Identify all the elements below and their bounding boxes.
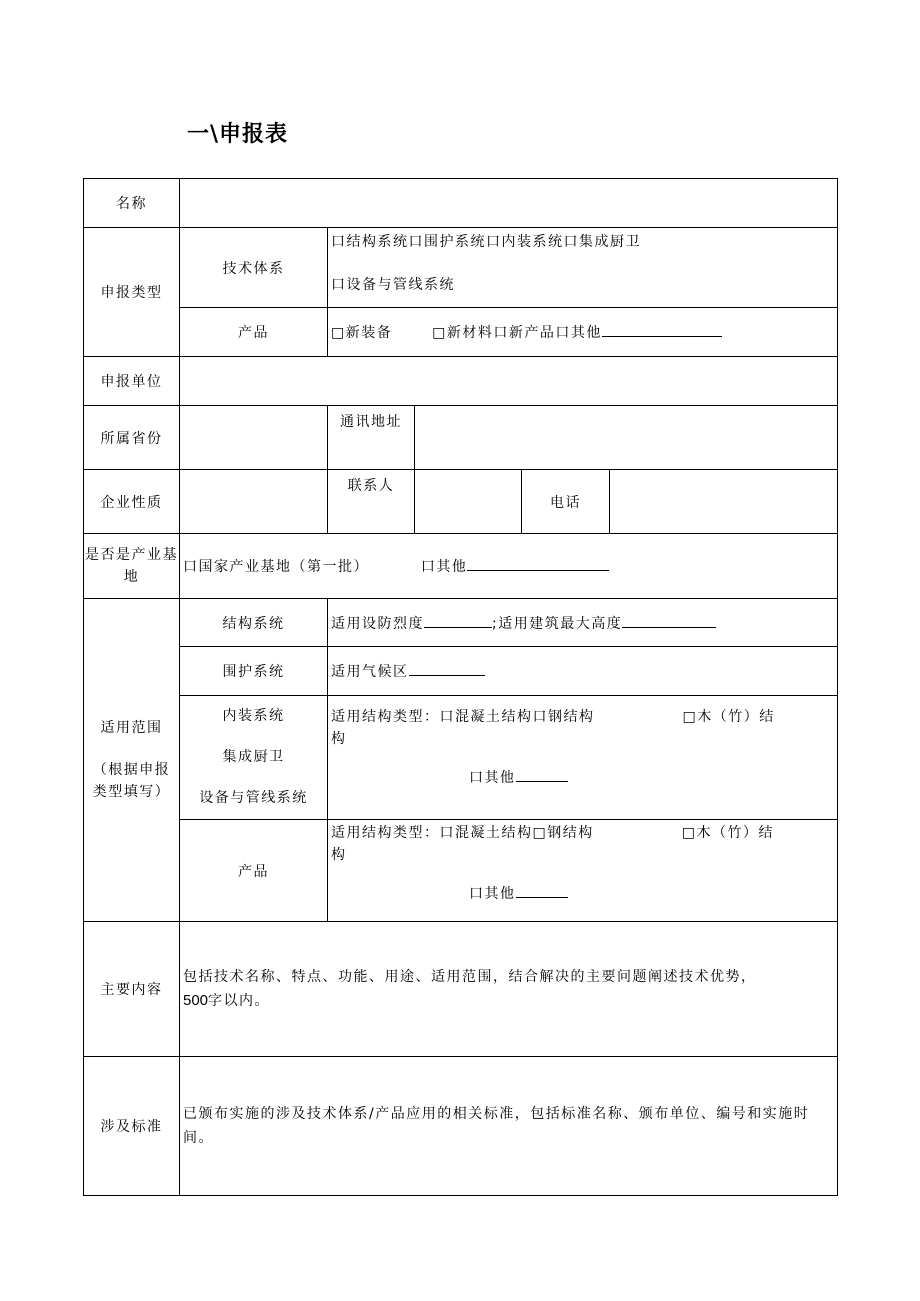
page-title: 一\申报表: [187, 122, 289, 147]
base-label: 是否是产业基地: [84, 534, 180, 599]
product-label: 产品: [180, 308, 328, 357]
product-scope[interactable]: [328, 820, 838, 922]
base-option-other[interactable]: 口其他: [420, 559, 468, 575]
tech-system-options[interactable]: [328, 228, 838, 308]
interior-other-option[interactable]: 口其他: [469, 770, 516, 786]
interior-wrap-text: 构: [331, 731, 347, 747]
content-label: 主要内容: [84, 922, 180, 1057]
envelope-system-scope[interactable]: [328, 647, 838, 696]
interior-wood-option[interactable]: □木（竹）结: [682, 709, 775, 725]
scope-label-cell: [84, 599, 180, 922]
climate-zone-blank[interactable]: [409, 661, 485, 676]
applicant-field[interactable]: [180, 357, 838, 406]
product-other-blank[interactable]: [516, 883, 568, 898]
interior-structure-options[interactable]: 适用结构类型：口混凝土结构口钢结构: [331, 709, 595, 725]
applicant-label: 申报单位: [84, 357, 180, 406]
nature-label: 企业性质: [84, 470, 180, 534]
interior-system-scope[interactable]: [328, 696, 838, 820]
contact-field[interactable]: [415, 470, 522, 534]
content-field[interactable]: [180, 922, 838, 1057]
max-height-label: ;适用建筑最大高度: [492, 615, 623, 632]
base-other-blank[interactable]: [467, 556, 609, 571]
content-instruction-end: 字以内。: [208, 993, 271, 1009]
interior-other-blank[interactable]: [516, 767, 568, 782]
kitchen-bath-label: 集成厨卫: [222, 749, 285, 765]
max-height-blank[interactable]: [622, 613, 716, 628]
seismic-label: 适用设防烈度: [331, 615, 424, 632]
product-other-blank[interactable]: [602, 322, 722, 337]
standard-label: 涉及标准: [84, 1057, 180, 1196]
address-label: 通讯地址: [328, 406, 415, 470]
interior-system-labels: [180, 696, 328, 820]
phone-field[interactable]: [610, 470, 838, 534]
province-label: 所属省份: [84, 406, 180, 470]
product-wrap-text: 构: [331, 847, 347, 863]
name-field[interactable]: [180, 179, 838, 228]
envelope-system-label: 围护系统: [180, 647, 328, 696]
product-option-others[interactable]: □新材料口新产品口其他: [432, 325, 602, 341]
equipment-pipeline-label: 设备与管线系统: [199, 790, 308, 806]
product-other-option[interactable]: 口其他: [469, 886, 516, 902]
product-structure-options[interactable]: 适用结构类型：口混凝土结构□钢结构: [331, 825, 594, 841]
standard-field[interactable]: [180, 1057, 838, 1196]
product-options[interactable]: [328, 308, 838, 357]
product-option-new-equipment[interactable]: □新装备: [331, 325, 393, 341]
nature-field[interactable]: [180, 470, 328, 534]
product-scope-label: 产品: [180, 820, 328, 922]
tech-system-line1[interactable]: 口结构系统口围护系统口内装系统口集成厨卫: [331, 234, 641, 250]
tech-system-line2[interactable]: 口设备与管线系统: [331, 277, 455, 293]
product-wood-option[interactable]: □木（竹）结: [681, 825, 774, 841]
base-options[interactable]: [180, 534, 838, 599]
seismic-blank[interactable]: [424, 613, 492, 628]
type-label: 申报类型: [84, 228, 180, 357]
interior-system-label: 内装系统: [222, 708, 285, 724]
content-instruction: 包括技术名称、特点、功能、用途、适用范围，结合解决的主要问题阐述技术优势，: [183, 969, 757, 985]
name-label: 名称: [84, 179, 180, 228]
climate-zone-label: 适用气候区: [331, 664, 409, 680]
phone-label: 电话: [522, 470, 610, 534]
content-word-limit: 500: [183, 992, 209, 1009]
base-option-national[interactable]: 口国家产业基地（第一批）: [183, 559, 369, 575]
address-field[interactable]: [415, 406, 838, 470]
province-field[interactable]: [180, 406, 328, 470]
struct-system-scope[interactable]: [328, 599, 838, 647]
application-form-table: [83, 178, 838, 1196]
scope-label: 适用范围: [100, 720, 163, 736]
struct-system-label: 结构系统: [180, 599, 328, 647]
standard-instruction: 已颁布实施的涉及技术体系/产品应用的相关标准，包括标准名称、颁布单位、编号和实施时间。: [183, 1106, 810, 1146]
tech-system-label: 技术体系: [180, 228, 328, 308]
scope-note: （根据申报类型填写）: [92, 762, 171, 800]
contact-label: 联系人: [328, 470, 415, 534]
